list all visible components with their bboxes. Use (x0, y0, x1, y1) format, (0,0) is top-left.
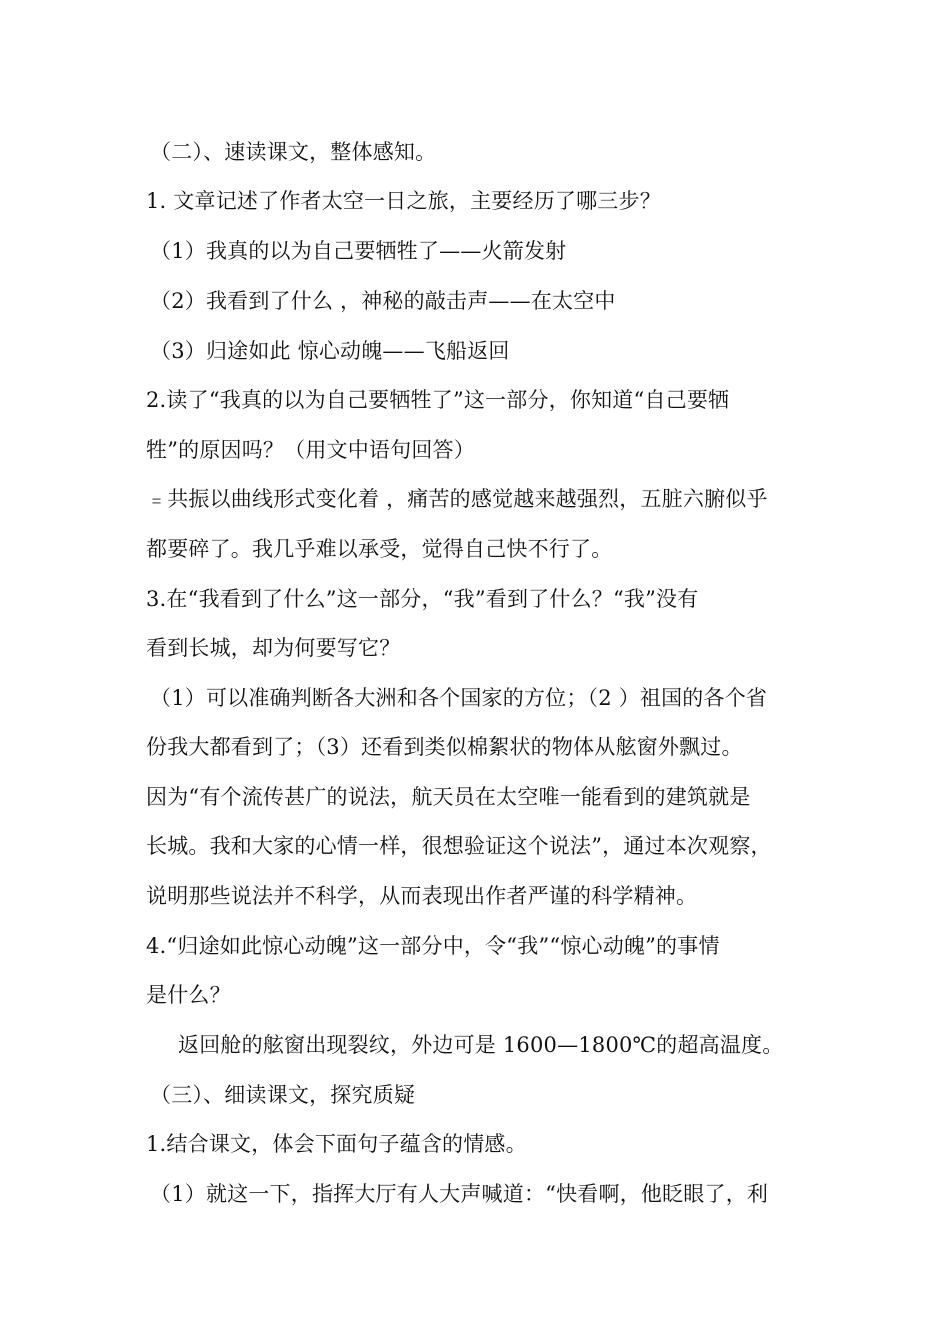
question-4-line-1: 4.“归途如此惊心动魄”这一部分中，令“我”“惊心动魄”的事情 (146, 934, 720, 958)
answer-3-line-4: 长城。我和大家的心情一样，很想验证这个说法”，通过本次观察， (146, 834, 772, 858)
question-2-line-2: 牲”的原因吗？（用文中语句回答） (146, 438, 475, 462)
answer-1-item-3: （3）归途如此 惊心动魄——飞船返回 (150, 339, 510, 363)
question-4-line-2: 是什么？ (146, 983, 231, 1007)
question-3-line-1: 3.在“我看到了什么”这一部分，“我”看到了什么？“我”没有 (146, 587, 699, 611)
question-3-1: 1.结合课文，体会下面句子蕴含的情感。 (146, 1132, 527, 1156)
question-3-line-2: 看到长城，却为何要写它？ (146, 636, 401, 660)
section-heading-3: （三）、细读课文，探究质疑 (150, 1083, 416, 1107)
question-1: 1. 文章记述了作者太空一日之旅，主要经历了哪三步？ (146, 189, 661, 213)
answer-1-item-1: （1）我真的以为自己要牺牲了——火箭发射 (150, 239, 567, 263)
question-2-line-1: 2.读了“我真的以为自己要牺牲了”这一部分，你知道“自己要牺 (146, 388, 730, 412)
sentence-item-1: （1）就这一下，指挥大厅有人大声喊道：“快看啊，他眨眼了，利 (150, 1182, 769, 1206)
answer-2-line-2: 都要碎了。我几乎难以承受，觉得自己快不行了。 (146, 537, 613, 561)
answer-2-line-1: ﹦共振以曲线形式变化着 ，痛苦的感觉越来越强烈，五脏六腑似乎 (146, 487, 768, 511)
answer-3-line-3: 因为“有个流传甚广的说法，航天员在太空唯一能看到的建筑就是 (146, 785, 751, 809)
answer-3-line-1: （1）可以准确判断各大洲和各个国家的方位；（2 ）祖国的各个省 (150, 686, 768, 710)
answer-4: 返回舱的舷窗出现裂纹，外边可是 1600—1800℃的超高温度。 (178, 1033, 784, 1057)
answer-3-line-2: 份我大都看到了；（3）还看到类似棉絮状的物体从舷窗外飘过。 (146, 735, 743, 759)
answer-3-line-5: 说明那些说法并不科学，从而表现出作者严谨的科学精神。 (146, 884, 698, 908)
answer-1-item-2: （2）我看到了什么 ，神秘的敲击声——在太空中 (150, 289, 616, 313)
section-heading-2: （二）、速读课文，整体感知。 (150, 140, 437, 164)
